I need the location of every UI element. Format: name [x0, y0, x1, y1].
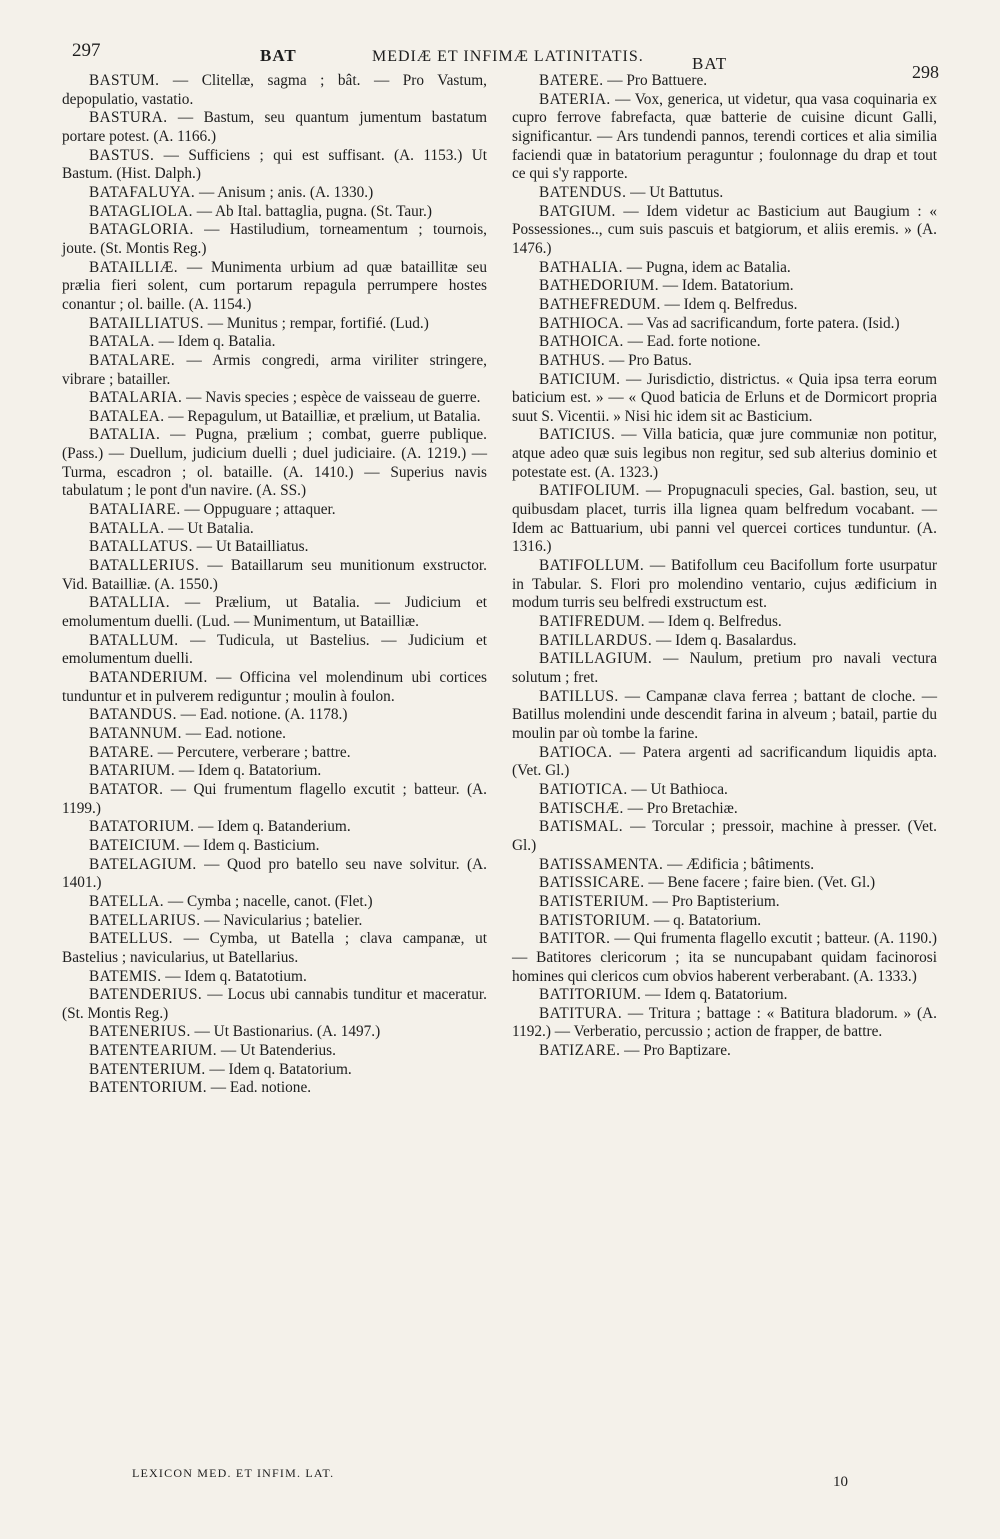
entry-definition: — Ut Bathioca.: [627, 780, 728, 798]
dictionary-entry: [62, 762, 487, 781]
dictionary-entry: [62, 538, 487, 557]
entry-headword: BATISTORIUM.: [539, 911, 651, 929]
entry-definition: — Idem q. Batatorium.: [205, 1060, 352, 1078]
entry-definition: — Percutere, verberare ; battre.: [153, 743, 351, 761]
entry-definition: — Bene facere ; faire bien. (Vet. Gl.): [644, 874, 876, 892]
entry-definition: — Ead. notione.: [206, 1079, 312, 1097]
dictionary-entry: [512, 800, 937, 819]
entry-definition: — Campanæ clava ferrea ; battant de cloche. — Batillus molendini unde descendit farina in alveum ; batail, partie du moulin par où tombe la farine.: [512, 687, 937, 742]
dictionary-entry: [62, 893, 487, 912]
dictionary-entry: [512, 296, 937, 315]
dictionary-entry: [62, 147, 487, 184]
dictionary-entry: [62, 968, 487, 987]
dictionary-entry: [62, 259, 487, 315]
dictionary-entry: [512, 315, 937, 334]
entry-headword: BATENTERIUM.: [89, 1060, 206, 1078]
entry-headword: BATELLA.: [89, 892, 165, 910]
entry-headword: BATALLATUS.: [89, 538, 193, 556]
entry-headword: BATHALIA.: [539, 258, 623, 276]
entry-definition: — Ut Bastionarius. (A. 1497.): [190, 1023, 381, 1041]
entry-headword: BATALARIA.: [89, 389, 183, 407]
entry-definition: — Locus ubi cannabis tunditur et maceratur. (St. Montis Reg.): [62, 986, 487, 1022]
entry-headword: BATHEDORIUM.: [539, 277, 659, 295]
dictionary-entry: [62, 352, 487, 389]
entry-headword: BATENTORIUM.: [89, 1079, 207, 1097]
entry-headword: BATIOCA.: [539, 743, 613, 761]
dictionary-entry: [512, 930, 937, 986]
entry-headword: BATARE.: [89, 743, 154, 761]
dictionary-entry: [512, 613, 937, 632]
entry-definition: — Pro Battuere.: [603, 72, 708, 89]
entry-definition: — Idem q. Basticium.: [180, 836, 320, 854]
entry-headword: BASTURA.: [89, 109, 168, 127]
entry-definition: — Ead. notione. (A. 1178.): [176, 706, 348, 724]
entry-definition: — Idem. Batatorium.: [658, 277, 794, 295]
dictionary-entry: [62, 706, 487, 725]
dictionary-entry: [512, 912, 937, 931]
dictionary-entry: [512, 72, 937, 91]
entry-definition: — Cymba, ut Batella ; clava campanæ, ut Bastelius ; navicularius, ut Batellarius.: [62, 930, 487, 966]
entry-definition: — Sufficiens ; qui est suffisant. (A. 1153.) Ut Bastum. (Hist. Dalph.): [62, 146, 487, 183]
dictionary-entry: [512, 744, 937, 781]
entry-definition: — Navis species ; espèce de vaisseau de guerre.: [182, 389, 481, 407]
dictionary-entry: [62, 632, 487, 669]
entry-headword: BATISMAL.: [539, 818, 623, 836]
entry-headword: BATAGLIOLA.: [89, 202, 193, 220]
entry-headword: BATELAGIUM.: [89, 855, 197, 873]
dictionary-entry: [62, 986, 487, 1023]
entry-headword: BATIOTICA.: [539, 780, 628, 798]
dictionary-entry: [512, 426, 937, 482]
entry-definition: — Officina vel molendinum ubi cortices tunduntur et in pulverem rediguntur ; moulin à foulon.: [62, 669, 487, 705]
entry-headword: BATENDERIUS.: [89, 986, 203, 1004]
dictionary-entry: [512, 91, 937, 184]
dictionary-entry: [512, 632, 937, 651]
entry-headword: BATIZARE.: [539, 1042, 621, 1060]
entry-headword: BATENERIUS.: [89, 1023, 191, 1041]
entry-definition: — Navicularius ; batelier.: [200, 911, 363, 929]
entry-definition: — Idem q. Basalardus.: [652, 631, 797, 649]
dictionary-entry: [62, 1079, 487, 1098]
entry-headword: BATERE.: [539, 72, 604, 89]
dictionary-entry: [62, 203, 487, 222]
entry-definition: — Ædificia ; bâtiments.: [663, 855, 815, 873]
dictionary-entry: [512, 371, 937, 427]
entry-headword: BATICIUS.: [539, 426, 616, 444]
dictionary-entry: [62, 818, 487, 837]
entry-headword: BASTUM.: [89, 72, 160, 89]
entry-definition: — Bataillarum seu munitionum exstructor. Vid. Batailliæ. (A. 1550.): [62, 557, 487, 593]
entry-definition: — Pro Baptizare.: [620, 1042, 731, 1060]
entry-definition: — Pro Bretachiæ.: [623, 799, 738, 817]
left-column: [62, 72, 487, 1098]
entry-headword: BATERIA.: [539, 90, 611, 108]
entry-definition: — Idem q. Belfredus.: [644, 613, 782, 631]
dictionary-entry: [62, 389, 487, 408]
entry-headword: BATITURA.: [539, 1004, 623, 1022]
entry-definition: — Villa baticia, quæ jure communiæ non potitur, atque adeo quæ suis legibus non regitur, sed sub alterius dominio et potestate est. (A. 1323.): [512, 426, 937, 481]
entry-headword: BATIFOLLUM.: [539, 557, 645, 575]
entry-headword: BATISTERIUM.: [539, 892, 649, 910]
entry-headword: BATALIARE.: [89, 501, 181, 519]
entry-headword: BATARIUM.: [89, 762, 176, 780]
entry-headword: BATAFALUYA.: [89, 183, 196, 201]
entry-definition: — Munitus ; rempar, fortifié. (Lud.): [203, 314, 429, 332]
entry-headword: BATAILLIÆ.: [89, 258, 179, 276]
entry-headword: BATHEFREDUM.: [539, 295, 661, 313]
entry-headword: BATILLARDUS.: [539, 631, 653, 649]
entry-headword: BATAILLIATUS.: [89, 314, 204, 332]
entry-definition: — Ead. forte notione.: [623, 333, 761, 351]
dictionary-entry: [62, 426, 487, 501]
entry-definition: — Quod pro batello seu nave solvitur. (A. 1401.): [62, 855, 487, 892]
dictionary-entry: [62, 744, 487, 763]
entry-headword: BATALLUM.: [89, 631, 179, 649]
dictionary-entry: [62, 837, 487, 856]
dictionary-entry: [512, 688, 937, 744]
dictionary-entry: [512, 482, 937, 557]
dictionary-entry: [62, 72, 487, 109]
dictionary-entry: [62, 221, 487, 258]
entry-definition: — Idem videtur ac Basticium aut Baugium : « Possessiones.., cum suis pascuis et batgiorum, et aliis eremis. » (A. 1476.): [512, 202, 937, 257]
entry-headword: BATATOR.: [89, 780, 164, 798]
entry-definition: — Ut Batailliatus.: [192, 538, 309, 556]
entry-definition: — Pro Batus.: [605, 351, 692, 369]
entry-definition: — Torcular ; pressoir, machine à presser. (Vet. Gl.): [512, 818, 937, 854]
entry-headword: BATANDERIUM.: [89, 669, 208, 686]
entry-headword: BATAGLORIA.: [89, 221, 194, 239]
running-title: MEDIÆ ET INFIMÆ LATINITATIS.: [372, 48, 644, 65]
entry-definition: — Idem q. Batanderium.: [194, 818, 351, 836]
dictionary-entry: [62, 184, 487, 203]
dictionary-entry: [512, 893, 937, 912]
entry-headword: BATELLARIUS.: [89, 911, 201, 929]
dictionary-entry: [62, 408, 487, 427]
entry-definition: — Cymba ; nacelle, canot. (Flet.): [164, 892, 373, 910]
entry-definition: — Ut Batalia.: [164, 519, 254, 537]
entry-definition: — Pro Baptisterium.: [648, 892, 780, 910]
right-column: [512, 72, 937, 1061]
entry-definition: — Vas ad sacrificandum, forte patera. (Isid.): [623, 314, 900, 332]
entry-definition: — Idem q. Batalia.: [154, 333, 276, 351]
entry-definition: — Idem q. Batatorium.: [175, 762, 322, 780]
page-number-right: 298: [912, 62, 939, 82]
entry-definition: — Repagulum, ut Batailliæ, et prælium, ut Batalia.: [164, 407, 481, 425]
dictionary-entry: [62, 520, 487, 539]
dictionary-entry: [512, 781, 937, 800]
entry-definition: — Bastum, seu quantum jumentum bastatum portare potest. (A. 1166.): [62, 109, 487, 145]
entry-definition: — Pugna, idem ac Batalia.: [622, 258, 791, 276]
dictionary-entry: [62, 501, 487, 520]
entry-definition: — Patera argenti ad sacrificandum liquidis apta. (Vet. Gl.): [512, 743, 937, 780]
entry-headword: BATICIUM.: [539, 370, 621, 388]
entry-headword: BATITORIUM.: [539, 986, 642, 1004]
entry-definition: — Jurisdictio, districtus. « Quia ipsa terra eorum baticium est. » — « Quod baticia de Erluns et de Dormicort propria suut S. Vicentii. » Nisi hic idem sit ac Basticium.: [512, 370, 937, 425]
entry-headword: BATEICIUM.: [89, 836, 181, 854]
dictionary-entry: [512, 184, 937, 203]
dictionary-entry: [512, 1042, 937, 1061]
entry-definition: — Ead. notione.: [181, 724, 286, 742]
running-head-left: BAT: [260, 46, 297, 65]
dictionary-entry: [512, 557, 937, 613]
dictionary-entry: [62, 594, 487, 631]
dictionary-entry: [62, 1042, 487, 1061]
entry-headword: BATISCHÆ.: [539, 799, 624, 817]
entry-headword: BATENTEARIUM.: [89, 1042, 217, 1060]
entry-headword: BATANDUS.: [89, 706, 177, 724]
dictionary-entry: [62, 315, 487, 334]
entry-headword: BATHIOCA.: [539, 314, 624, 332]
entry-headword: BATALLIA.: [89, 594, 170, 612]
dictionary-entry: [512, 352, 937, 371]
entry-headword: BATALLERIUS.: [89, 557, 200, 575]
entry-definition: — Oppuguare ; attaquer.: [180, 501, 336, 519]
entry-definition: — Ut Battutus.: [626, 183, 724, 201]
footer-signature-line: LEXICON MED. ET INFIM. LAT.: [132, 1466, 335, 1480]
dictionary-entry: [62, 557, 487, 594]
entry-definition: — Qui frumentum flagello excutit ; batteur. (A. 1199.): [62, 780, 487, 817]
dictionary-entry: [62, 781, 487, 818]
entry-definition: — Munimenta urbium ad quæ bataillitæ seu prælia fieri solent, cum portarum repagula perrumpere hostes conantur ; ol. baille. (A. 1154.): [62, 258, 487, 313]
entry-headword: BATALLA.: [89, 519, 165, 537]
dictionary-entry: [62, 856, 487, 893]
entry-headword: BATILLUS.: [539, 687, 619, 705]
dictionary-entry: [62, 912, 487, 931]
entry-definition: — Ab Ital. battaglia, pugna. (St. Taur.): [192, 202, 432, 220]
entry-definition: — Ut Batenderius.: [217, 1042, 336, 1060]
entry-definition: — Idem q. Batatorium.: [641, 986, 788, 1004]
entry-headword: BATHOICA.: [539, 333, 624, 351]
entry-definition: — Anisum ; anis. (A. 1330.): [195, 183, 374, 201]
signature-mark: 10: [833, 1474, 848, 1490]
entry-definition: — Idem q. Belfredus.: [660, 295, 798, 313]
entry-definition: — Armis congredi, arma viriliter stringere, vibrare ; batailler.: [62, 351, 487, 388]
entry-headword: BATEMIS.: [89, 967, 162, 985]
dictionary-entry: [62, 669, 487, 706]
entry-headword: BATILLAGIUM.: [539, 650, 653, 668]
dictionary-entry: [62, 725, 487, 744]
dictionary-entry: [512, 874, 937, 893]
entry-headword: BATHUS.: [539, 351, 606, 369]
dictionary-entry: [512, 1005, 937, 1042]
entry-definition: — Batifollum ceu Bacifollum forte usurpatur in Tabular. S. Flori pro molendino ventario, cujus ædificium in modum turris seu belfredi exstructum est.: [512, 557, 937, 612]
entry-headword: BATITOR.: [539, 930, 611, 948]
dictionary-entry: [512, 203, 937, 259]
entry-headword: BATALEA.: [89, 407, 165, 425]
entry-definition: — q. Batatorium.: [650, 911, 762, 929]
entry-definition: — Propugnaculi species, Gal. bastion, seu, ut quibusdam placet, turris illa lignea quam belfredum vocabant. — Idem ac Battuarium, ubi panni vel quercei cortices tunduntur. (A. 1316.): [512, 482, 937, 556]
entry-definition: — Naulum, pretium pro navali vectura solutum ; fret.: [512, 650, 937, 686]
dictionary-entry: [512, 650, 937, 687]
entry-headword: BATANNUM.: [89, 724, 182, 742]
entry-headword: BATENDUS.: [539, 183, 627, 201]
entry-definition: — Pugna, prælium ; combat, guerre publique. (Pass.) — Duellum, judicium duelli ; duel judiciaire. (A. 1219.) — Turma, escadron ; ol. bataille. (A. 1410.) — Superius navis tabulatum ; le pont d'un navire. (A. SS.): [62, 426, 487, 500]
entry-definition: — Hastiludium, torneamentum ; tournois, joute. (St. Montis Reg.): [62, 221, 487, 257]
entry-definition: — Qui frumenta flagello excutit ; batteur. (A. 1190.) — Batitores clericorum ; ita se nuncupabant quidam facinorosi homines qui clericos cum obvios haberent verberabant. (A. 1333.): [512, 930, 937, 985]
dictionary-entry: [62, 1023, 487, 1042]
entry-definition: — Idem q. Batatotium.: [161, 967, 307, 985]
entry-headword: BASTUS.: [89, 146, 155, 164]
dictionary-entry: [62, 333, 487, 352]
dictionary-entry: [62, 1061, 487, 1080]
entry-definition: — Tudicula, ut Bastelius. — Judicium et emolumentum duelli.: [62, 631, 487, 668]
entry-definition: — Tritura ; battage : « Batitura bladorum. » (A. 1192.) — Verberatio, percussio ; action de frapper, de battre.: [512, 1004, 937, 1041]
dictionary-entry: [512, 277, 937, 296]
entry-headword: BATALARE.: [89, 351, 176, 369]
dictionary-entry: [512, 986, 937, 1005]
dictionary-entry: [512, 333, 937, 352]
entry-headword: BATALIA.: [89, 426, 161, 444]
dictionary-entry: [512, 818, 937, 855]
entry-headword: BATGIUM.: [539, 202, 616, 220]
dictionary-entry: [512, 856, 937, 875]
entry-definition: — Clitellæ, sagma ; bât. — Pro Vastum, depopulatio, vastatio.: [62, 72, 487, 108]
entry-headword: BATIFREDUM.: [539, 613, 645, 631]
entry-definition: — Prælium, ut Batalia. — Judicium et emolumentum duelli. (Lud. — Munimentum, ut Batailliæ.: [62, 594, 487, 631]
entry-headword: BATATORIUM.: [89, 818, 195, 836]
entry-headword: BATISSAMENTA.: [539, 855, 664, 873]
entry-headword: BATELLUS.: [89, 930, 173, 948]
entry-headword: BATISSICARE.: [539, 874, 645, 892]
dictionary-entry: [62, 930, 487, 967]
entry-headword: BATIFOLIUM.: [539, 482, 640, 500]
dictionary-entry: [62, 109, 487, 146]
entry-headword: BATALA.: [89, 333, 155, 351]
running-head-right: BAT: [692, 54, 728, 73]
entry-definition: — Vox, generica, ut videtur, qua vasa coquinaria ex cupro ferrove fabrefacta, quæ batterie de cuisine dicunt Galli, significantur. — Ars tundendi pannos, terendi cortices et alia similia faciendi quæ in batatorium peraguntur ; foulonnage du drap et tout ce qui s'y rapporte.: [512, 90, 937, 183]
page-number-left: 297: [72, 40, 101, 61]
dictionary-entry: [512, 259, 937, 278]
